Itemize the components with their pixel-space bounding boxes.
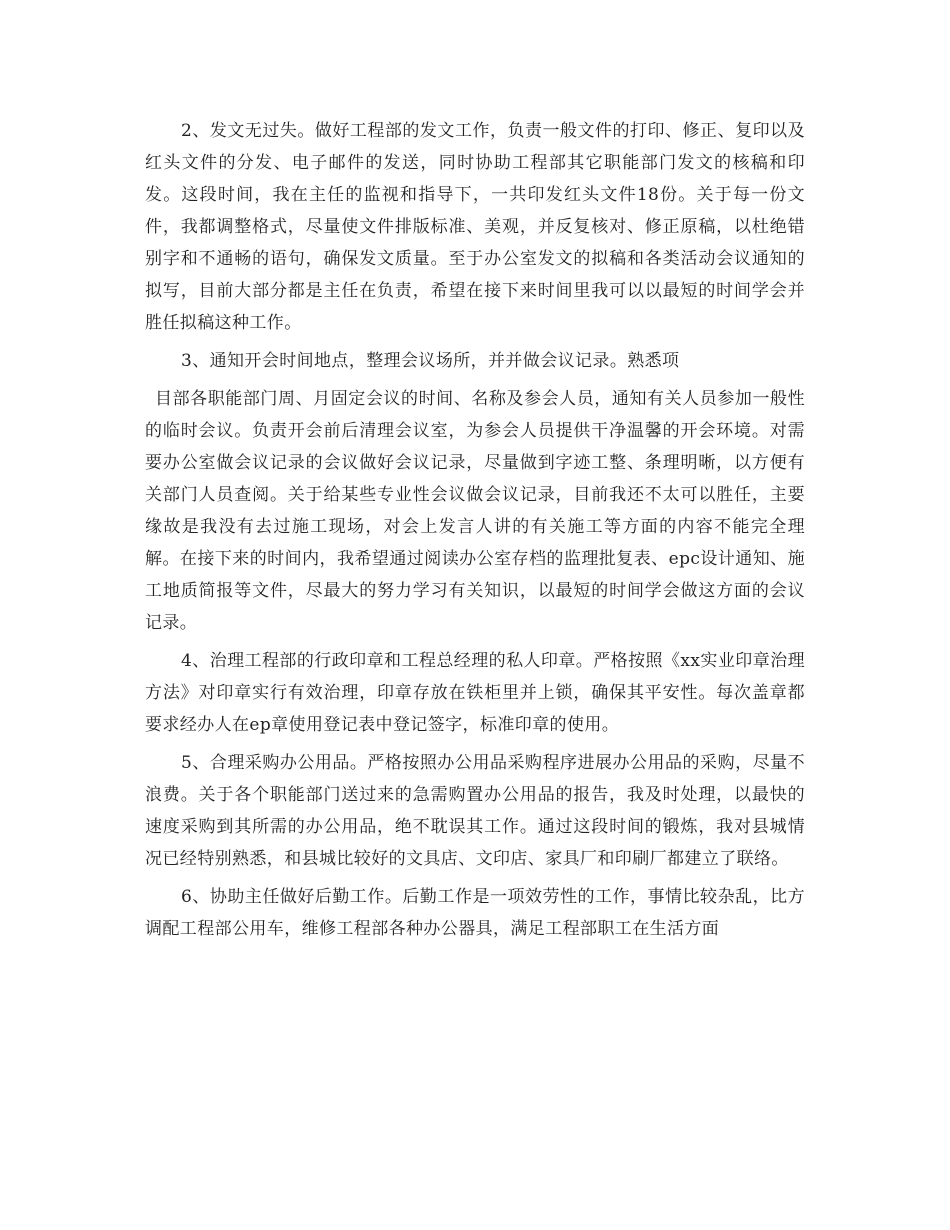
paragraph-office-supplies: 5、合理采购办公用品。严格按照办公用品采购程序进展办公用品的采购，尽量不浪费。关于各个职能部门送过来的急需购置办公用品的报告，我及时处理，以最快的速度采购到其所需的办公用品，绝不耽误其工作。通过这段时间的锻炼，我对县城情况已经特别熟悉，和县城比较好的文具店、文印店、家具厂和印刷厂都建立了联络。 [145,753,805,869]
paragraph-meeting-notice: 3、通知开会时间地点，整理会议场所，并并做会议记录。熟悉项 [181,351,680,371]
paragraph-dispatch: 2、发文无过失。做好工程部的发文工作，负责一般文件的打印、修正、复印以及红头文件的分发、电子邮件的发送，同时协助工程部其它职能部门发文的核稿和印发。这段时间，我在主任的监视和指导下，一共印发红头文件18份。关于每一份文件，我都调整格式，尽量使文件排版标准、美观，并反复核对、修正原稿，以杜绝错别字和不通畅的语句，确保发文质量。至于办公室发文的拟稿和各类活动会议通知的拟写，目前大部分都是主任在负责，希望在接下来时间里我可以以最短的时间学会并胜任拟稿这种工作。 [145,121,805,333]
document-page [145,115,805,951]
paragraph-seal-management: 4、治理工程部的行政印章和工程总经理的私人印章。严格按照《xx实业印章治理方法》对印章实行有效治理，印章存放在铁柜里并上锁，确保其平安性。每次盖章都要求经办人在ep章使用登记表中登记签字，标准印章的使用。 [145,651,805,735]
paragraph-logistics: 6、协助主任做好后勤工作。后勤工作是一项效劳性的工作，事情比较杂乱，比方调配工程部公用车，维修工程部各种办公器具，满足工程部职工在生活方面 [145,887,805,939]
paragraph-meeting-details: 目部各职能部门周、月固定会议的时间、名称及参会人员，通知有关人员参加一般性的临时会议。负责开会前后清理会议室，为参会人员提供干净温馨的开会环境。对需要办公室做会议记录的会议做好会议记录，尽量做到字迹工整、条理明晰，以方便有关部门人员查阅。关于给某些专业性会议做会议记录，目前我还不太可以胜任，主要缘故是我没有去过施工现场，对会上发言人讲的有关施工等方面的内容不能完全理解。在接下来的时间内，我希望通过阅读办公室存档的监理批复表、epc设计通知、施工地质简报等文件，尽最大的努力学习有关知识，以最短的时间学会做这方面的会议记录。 [145,389,805,633]
